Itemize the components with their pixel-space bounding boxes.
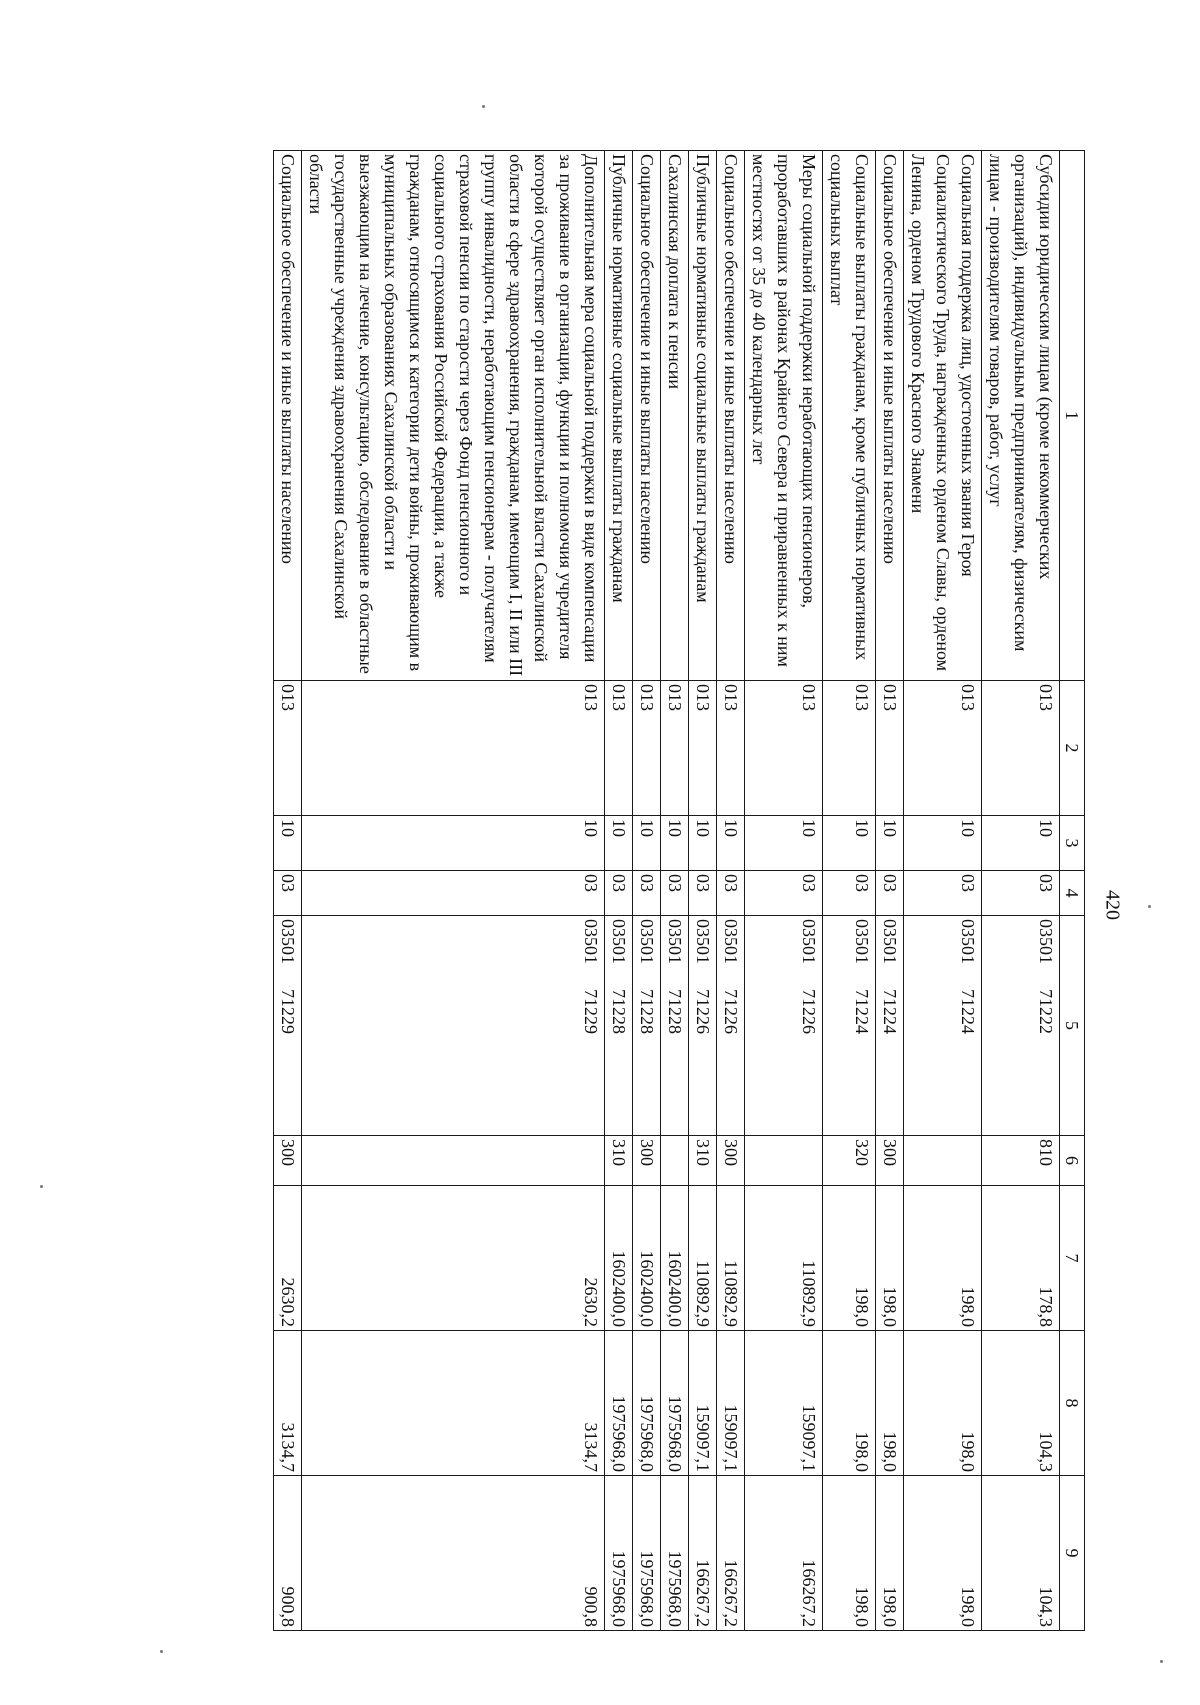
row-name: Меры социальной поддержки неработающих пенсионеров, проработавших в районах Крайнего Севера и приравненных к ним местностях от 35 до 40 календарных лет <box>745 151 823 681</box>
row-target-article <box>876 916 904 1136</box>
row-admin-code: 013 <box>717 681 745 816</box>
row-admin-code: 013 <box>982 681 1060 816</box>
row-target-article-part1: 03501 <box>665 919 685 964</box>
table-row <box>876 151 904 1631</box>
row-value-col9: 198,0 <box>876 1476 904 1631</box>
budget-table <box>273 150 1085 1631</box>
row-target-article <box>745 916 823 1136</box>
row-subsection: 03 <box>633 871 661 916</box>
row-value-col7: 1602400,0 <box>605 1186 633 1331</box>
row-admin-code: 013 <box>633 681 661 816</box>
row-target-article-part2: 71228 <box>609 989 629 1034</box>
row-expense-type <box>745 1136 823 1186</box>
row-target-article-part1: 03501 <box>278 919 298 964</box>
header-cell: 7 <box>1060 1186 1085 1331</box>
header-cell: 8 <box>1060 1331 1085 1476</box>
row-value-col7: 1602400,0 <box>661 1186 689 1331</box>
row-section: 10 <box>689 816 717 871</box>
row-target-article <box>605 916 633 1136</box>
header-cell: 5 <box>1060 916 1085 1136</box>
row-section: 10 <box>274 816 302 871</box>
row-name: Социальное обеспечение и иные выплаты населению <box>274 151 302 681</box>
row-section: 10 <box>745 816 823 871</box>
row-value-col8: 198,0 <box>876 1331 904 1476</box>
row-admin-code: 013 <box>689 681 717 816</box>
row-value-col9: 1975968,0 <box>605 1476 633 1631</box>
row-value-col8: 159097,1 <box>717 1331 745 1476</box>
row-subsection: 03 <box>876 871 904 916</box>
header-cell: 2 <box>1060 681 1085 816</box>
row-value-col8: 3134,7 <box>302 1331 605 1476</box>
page-number: 420 <box>1101 890 1124 920</box>
row-target-article-part2: 71224 <box>880 989 900 1034</box>
row-name: Социальное обеспечение и иные выплаты населению <box>717 151 745 681</box>
row-name: Социальная поддержка лиц, удостоенных звания Героя Социалистического Труда, награжденных орденом Славы, орденом Ленина, орденом Трудового Красного Знамени <box>904 151 982 681</box>
scan-speck <box>160 1650 163 1653</box>
row-value-col9: 166267,2 <box>689 1476 717 1631</box>
row-expense-type <box>302 1136 605 1186</box>
table-row <box>689 151 717 1631</box>
row-value-col8: 1975968,0 <box>633 1331 661 1476</box>
row-target-article-part1: 03501 <box>581 919 601 964</box>
row-expense-type: 300 <box>717 1136 745 1186</box>
row-section: 10 <box>605 816 633 871</box>
row-subsection: 03 <box>904 871 982 916</box>
row-value-col8: 198,0 <box>904 1331 982 1476</box>
row-value-col8: 198,0 <box>823 1331 876 1476</box>
row-subsection: 03 <box>982 871 1060 916</box>
scan-speck <box>40 1185 43 1188</box>
row-value-col7: 178,8 <box>982 1186 1060 1331</box>
table-row <box>274 151 302 1631</box>
row-target-article-part2: 71222 <box>1036 989 1056 1034</box>
header-cell: 9 <box>1060 1476 1085 1631</box>
row-admin-code: 013 <box>302 681 605 816</box>
row-name: Публичные нормативные социальные выплаты гражданам <box>605 151 633 681</box>
row-target-article-part2: 71224 <box>958 989 978 1034</box>
row-value-col7: 2630,2 <box>274 1186 302 1331</box>
row-target-article-part1: 03501 <box>693 919 713 964</box>
row-target-article <box>633 916 661 1136</box>
row-name: Дополнительная мера социальной поддержки в виде компенсации за проживание в организации, функции и полномочия учредителя которой осуществляет орган исполнительной власти Сахалинской области в сфере здравоохранения, гражданам, имеющим I, II или III группу инвалидности, неработающим пенсионерам - получателям страховой пенсии по старости через Фонд пенсионного и социального страхования Российской Федерации, а также гражданам, относящимся к категории дети войны, проживающим в муниципальных образованиях Сахалинской области и выезжающим на лечение, консультацию, обследование в областные государственные учреждения здравоохранения Сахалинской области <box>302 151 605 681</box>
row-name: Социальные выплаты гражданам, кроме публичных нормативных социальных выплат <box>823 151 876 681</box>
row-admin-code: 013 <box>661 681 689 816</box>
row-value-col9: 900,8 <box>274 1476 302 1631</box>
row-value-col9: 104,3 <box>982 1476 1060 1631</box>
row-value-col8: 159097,1 <box>689 1331 717 1476</box>
row-value-col7: 198,0 <box>823 1186 876 1331</box>
row-subsection: 03 <box>823 871 876 916</box>
row-name: Субсидии юридическим лицам (кроме некоммерческих организаций), индивидуальным предпринимателям, физическим лицам - производителям товаров, работ, услуг <box>982 151 1060 681</box>
row-section: 10 <box>302 816 605 871</box>
row-expense-type: 810 <box>982 1136 1060 1186</box>
row-target-article-part1: 03501 <box>958 919 978 964</box>
table-row <box>633 151 661 1631</box>
row-name: Сахалинская доплата к пенсии <box>661 151 689 681</box>
row-name: Публичные нормативные социальные выплаты гражданам <box>689 151 717 681</box>
row-target-article-part1: 03501 <box>880 919 900 964</box>
table-row <box>302 151 605 1631</box>
row-expense-type: 300 <box>876 1136 904 1186</box>
row-section: 10 <box>982 816 1060 871</box>
row-subsection: 03 <box>661 871 689 916</box>
row-value-col9: 1975968,0 <box>633 1476 661 1631</box>
scan-speck <box>482 105 485 108</box>
row-subsection: 03 <box>274 871 302 916</box>
scan-speck <box>1148 905 1151 908</box>
row-section: 10 <box>876 816 904 871</box>
row-target-article-part2: 71229 <box>581 989 601 1034</box>
row-target-article-part1: 03501 <box>852 919 872 964</box>
row-admin-code: 013 <box>876 681 904 816</box>
row-target-article <box>823 916 876 1136</box>
row-admin-code: 013 <box>274 681 302 816</box>
row-subsection: 03 <box>605 871 633 916</box>
row-target-article-part2: 71226 <box>721 989 741 1034</box>
row-section: 10 <box>904 816 982 871</box>
row-expense-type: 310 <box>605 1136 633 1186</box>
header-cell: 1 <box>1060 151 1085 681</box>
row-target-article-part1: 03501 <box>721 919 741 964</box>
row-value-col7: 1602400,0 <box>633 1186 661 1331</box>
row-target-article-part2: 71226 <box>693 989 713 1034</box>
row-target-article <box>274 916 302 1136</box>
row-expense-type: 320 <box>823 1136 876 1186</box>
row-expense-type <box>661 1136 689 1186</box>
row-target-article-part2: 71226 <box>799 989 819 1034</box>
row-expense-type: 300 <box>274 1136 302 1186</box>
row-target-article-part2: 71228 <box>637 989 657 1034</box>
row-value-col8: 3134,7 <box>274 1331 302 1476</box>
row-section: 10 <box>717 816 745 871</box>
row-target-article-part2: 71228 <box>665 989 685 1034</box>
row-value-col7: 110892,9 <box>689 1186 717 1331</box>
row-section: 10 <box>823 816 876 871</box>
row-subsection: 03 <box>717 871 745 916</box>
table-row <box>745 151 823 1631</box>
row-value-col8: 159097,1 <box>745 1331 823 1476</box>
row-expense-type <box>904 1136 982 1186</box>
row-target-article-part1: 03501 <box>799 919 819 964</box>
row-value-col8: 1975968,0 <box>661 1331 689 1476</box>
row-section: 10 <box>633 816 661 871</box>
row-target-article <box>904 916 982 1136</box>
row-section: 10 <box>661 816 689 871</box>
table-row <box>904 151 982 1631</box>
row-value-col7: 198,0 <box>904 1186 982 1331</box>
row-target-article <box>717 916 745 1136</box>
row-name: Социальное обеспечение и иные выплаты населению <box>876 151 904 681</box>
row-target-article-part2: 71224 <box>852 989 872 1034</box>
table-row <box>823 151 876 1631</box>
table-row <box>717 151 745 1631</box>
table-row <box>982 151 1060 1631</box>
scan-speck <box>1160 1660 1163 1663</box>
row-admin-code: 013 <box>904 681 982 816</box>
row-target-article-part2: 71229 <box>278 989 298 1034</box>
row-admin-code: 013 <box>605 681 633 816</box>
row-expense-type: 300 <box>633 1136 661 1186</box>
row-value-col7: 110892,9 <box>745 1186 823 1331</box>
row-target-article <box>689 916 717 1136</box>
header-cell: 4 <box>1060 871 1085 916</box>
row-value-col9: 1975968,0 <box>661 1476 689 1631</box>
row-target-article <box>982 916 1060 1136</box>
row-value-col9: 198,0 <box>904 1476 982 1631</box>
row-value-col8: 1975968,0 <box>605 1331 633 1476</box>
row-target-article <box>661 916 689 1136</box>
row-target-article <box>302 916 605 1136</box>
table-body <box>274 151 1060 1631</box>
header-cell: 6 <box>1060 1136 1085 1186</box>
header-cell: 3 <box>1060 816 1085 871</box>
row-subsection: 03 <box>302 871 605 916</box>
row-value-col7: 110892,9 <box>717 1186 745 1331</box>
header-row <box>1060 151 1085 1631</box>
row-target-article-part1: 03501 <box>609 919 629 964</box>
table-row <box>661 151 689 1631</box>
row-subsection: 03 <box>689 871 717 916</box>
row-target-article-part1: 03501 <box>637 919 657 964</box>
rotated-table-container <box>80 150 1085 1630</box>
row-expense-type: 310 <box>689 1136 717 1186</box>
table-row <box>605 151 633 1631</box>
row-value-col8: 104,3 <box>982 1331 1060 1476</box>
row-admin-code: 013 <box>823 681 876 816</box>
row-target-article-part1: 03501 <box>1036 919 1056 964</box>
row-admin-code: 013 <box>745 681 823 816</box>
row-value-col9: 166267,2 <box>745 1476 823 1631</box>
row-subsection: 03 <box>745 871 823 916</box>
row-value-col9: 198,0 <box>823 1476 876 1631</box>
row-value-col7: 198,0 <box>876 1186 904 1331</box>
row-name: Социальное обеспечение и иные выплаты населению <box>633 151 661 681</box>
row-value-col9: 900,8 <box>302 1476 605 1631</box>
row-value-col7: 2630,2 <box>302 1186 605 1331</box>
row-value-col9: 166267,2 <box>717 1476 745 1631</box>
